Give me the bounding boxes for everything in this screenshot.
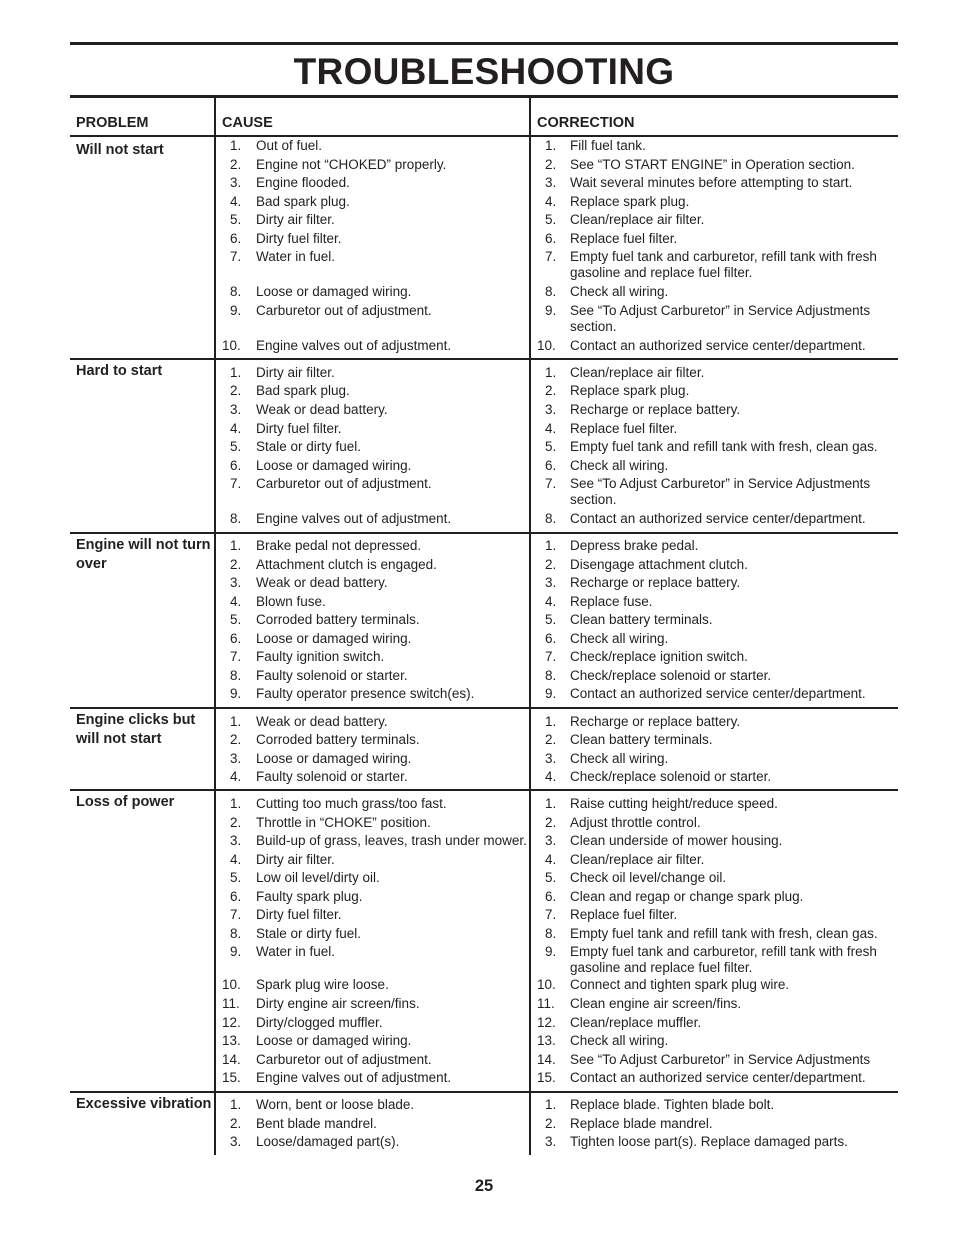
section-rule xyxy=(216,1091,529,1093)
correction-number: 1. xyxy=(545,365,557,380)
cause-text: Faulty solenoid or starter. xyxy=(256,668,408,683)
cause-text: Cutting too much grass/too fast. xyxy=(256,796,447,811)
correction-number: 6. xyxy=(545,231,557,246)
correction-text: Connect and tighten spark plug wire. xyxy=(570,977,790,992)
cause-text: Build-up of grass, leaves, trash under mower. xyxy=(256,833,527,848)
correction-number: 4. xyxy=(545,421,557,436)
cause-number: 5. xyxy=(230,612,242,627)
cause-number: 6. xyxy=(230,231,242,246)
section-rule xyxy=(531,707,898,709)
cause-number: 3. xyxy=(230,175,242,190)
cause-text: Stale or dirty fuel. xyxy=(256,926,362,941)
cause-text: Carburetor out of adjustment. xyxy=(256,476,432,491)
cause-number: 2. xyxy=(230,157,242,172)
cause-text: Dirty fuel filter. xyxy=(256,421,342,436)
correction-number: 8. xyxy=(545,668,557,683)
problem-header: PROBLEM xyxy=(76,115,149,131)
cause-text: Loose or damaged wiring. xyxy=(256,751,412,766)
cause-text: Worn, bent or loose blade. xyxy=(256,1097,415,1112)
cause-number: 12. xyxy=(222,1015,241,1030)
cause-number: 1. xyxy=(230,1097,242,1112)
correction-column-divider xyxy=(529,95,531,1155)
cause-text: Faulty spark plug. xyxy=(256,889,363,904)
cause-number: 1. xyxy=(230,714,242,729)
cause-text: Dirty air filter. xyxy=(256,852,335,867)
correction-number: 2. xyxy=(545,1116,557,1131)
correction-number: 4. xyxy=(545,769,557,784)
cause-text: Dirty engine air screen/fins. xyxy=(256,996,420,1011)
title-rule xyxy=(70,95,898,98)
correction-number: 3. xyxy=(545,402,557,417)
cause-text: Loose/damaged part(s). xyxy=(256,1134,400,1149)
correction-text: Check all wiring. xyxy=(570,631,669,646)
correction-number: 10. xyxy=(537,338,556,353)
section-rule xyxy=(70,789,214,791)
section-rule xyxy=(70,1091,214,1093)
cause-header: CAUSE xyxy=(222,115,273,131)
cause-number: 3. xyxy=(230,751,242,766)
correction-number: 5. xyxy=(545,439,557,454)
cause-number: 14. xyxy=(222,1052,241,1067)
correction-number: 1. xyxy=(545,138,557,153)
correction-text: Check all wiring. xyxy=(570,458,669,473)
correction-text: Replace blade. Tighten blade bolt. xyxy=(570,1097,775,1112)
correction-number: 3. xyxy=(545,175,557,190)
section-rule xyxy=(531,1091,898,1093)
cause-number: 2. xyxy=(230,1116,242,1131)
problem-label: Will not start xyxy=(76,142,164,158)
cause-text: Loose or damaged wiring. xyxy=(256,1033,412,1048)
problem-label: Hard to start xyxy=(76,363,163,379)
cause-text: Carburetor out of adjustment. xyxy=(256,1052,432,1067)
cause-number: 5. xyxy=(230,439,242,454)
correction-number: 1. xyxy=(545,1097,557,1112)
cause-number: 9. xyxy=(230,686,242,701)
cause-text: Weak or dead battery. xyxy=(256,402,388,417)
cause-number: 10. xyxy=(222,977,241,992)
cause-text: Bad spark plug. xyxy=(256,194,350,209)
cause-text: Out of fuel. xyxy=(256,138,323,153)
cause-text: Water in fuel. xyxy=(256,944,336,959)
correction-number: 8. xyxy=(545,284,557,299)
cause-text: Weak or dead battery. xyxy=(256,575,388,590)
cause-text: Engine valves out of adjustment. xyxy=(256,338,452,353)
correction-number: 13. xyxy=(537,1033,556,1048)
correction-number: 3. xyxy=(545,575,557,590)
cause-number: 8. xyxy=(230,284,242,299)
correction-text: Tighten loose part(s). Replace damaged parts. xyxy=(570,1134,848,1149)
cause-text: Dirty/clogged muffler. xyxy=(256,1015,383,1030)
header-rule xyxy=(216,135,529,137)
section-rule xyxy=(531,789,898,791)
cause-number: 1. xyxy=(230,365,242,380)
correction-text: See “To Adjust Carburetor” in Service Adjustments xyxy=(570,1052,871,1067)
correction-number: 12. xyxy=(537,1015,556,1030)
correction-text: Raise cutting height/reduce speed. xyxy=(570,796,778,811)
cause-text: Low oil level/dirty oil. xyxy=(256,870,380,885)
cause-number: 4. xyxy=(230,852,242,867)
cause-text: Spark plug wire loose. xyxy=(256,977,389,992)
cause-number: 1. xyxy=(230,796,242,811)
correction-text: Fill fuel tank. xyxy=(570,138,646,153)
cause-number: 10. xyxy=(222,338,241,353)
correction-number: 8. xyxy=(545,926,557,941)
correction-text: Contact an authorized service center/department. xyxy=(570,686,866,701)
correction-text: Recharge or replace battery. xyxy=(570,714,741,729)
problem-label: Engine will not turn over xyxy=(76,537,211,572)
correction-number: 9. xyxy=(545,944,557,959)
correction-text: Contact an authorized service center/department. xyxy=(570,1070,866,1085)
correction-text: Replace spark plug. xyxy=(570,383,690,398)
correction-text: Replace blade mandrel. xyxy=(570,1116,713,1131)
correction-number: 2. xyxy=(545,557,557,572)
cause-number: 6. xyxy=(230,631,242,646)
correction-number: 3. xyxy=(545,1134,557,1149)
correction-text: Check/replace solenoid or starter. xyxy=(570,769,772,784)
correction-text: Recharge or replace battery. xyxy=(570,402,741,417)
correction-number: 9. xyxy=(545,303,557,318)
section-rule xyxy=(216,707,529,709)
cause-text: Dirty fuel filter. xyxy=(256,907,342,922)
cause-text: Carburetor out of adjustment. xyxy=(256,303,432,318)
correction-text: Clean battery terminals. xyxy=(570,732,713,747)
correction-number: 10. xyxy=(537,977,556,992)
cause-text: Brake pedal not depressed. xyxy=(256,538,422,553)
cause-number: 15. xyxy=(222,1070,241,1085)
cause-number: 1. xyxy=(230,538,242,553)
cause-text: Dirty air filter. xyxy=(256,365,335,380)
cause-number: 3. xyxy=(230,575,242,590)
cause-number: 2. xyxy=(230,815,242,830)
cause-text: Bent blade mandrel. xyxy=(256,1116,377,1131)
correction-number: 15. xyxy=(537,1070,556,1085)
correction-number: 3. xyxy=(545,751,557,766)
section-rule xyxy=(70,707,214,709)
page-number: 25 xyxy=(474,1177,494,1195)
cause-number: 5. xyxy=(230,870,242,885)
correction-text: Depress brake pedal. xyxy=(570,538,699,553)
cause-text: Stale or dirty fuel. xyxy=(256,439,362,454)
cause-number: 2. xyxy=(230,383,242,398)
correction-number: 2. xyxy=(545,815,557,830)
cause-number: 4. xyxy=(230,594,242,609)
correction-number: 2. xyxy=(545,383,557,398)
correction-number: 9. xyxy=(545,686,557,701)
correction-number: 14. xyxy=(537,1052,556,1067)
correction-text: Check all wiring. xyxy=(570,1033,669,1048)
cause-text: Weak or dead battery. xyxy=(256,714,388,729)
correction-text: Clean/replace air filter. xyxy=(570,852,705,867)
cause-text: Loose or damaged wiring. xyxy=(256,284,412,299)
cause-text: Engine valves out of adjustment. xyxy=(256,1070,452,1085)
cause-text: Corroded battery terminals. xyxy=(256,612,420,627)
correction-number: 3. xyxy=(545,833,557,848)
correction-text: Empty fuel tank and refill tank with fresh, clean gas. xyxy=(570,439,878,454)
cause-number: 9. xyxy=(230,303,242,318)
header-rule xyxy=(531,135,898,137)
cause-text: Loose or damaged wiring. xyxy=(256,631,412,646)
cause-text: Throttle in “CHOKE” position. xyxy=(256,815,431,830)
cause-text: Faulty solenoid or starter. xyxy=(256,769,408,784)
cause-text: Water in fuel. xyxy=(256,249,336,264)
page-title: TROUBLESHOOTING xyxy=(293,51,675,92)
cause-text: Faulty operator presence switch(es). xyxy=(256,686,475,701)
cause-text: Dirty air filter. xyxy=(256,212,335,227)
correction-text: Contact an authorized service center/department. xyxy=(570,511,866,526)
cause-number: 6. xyxy=(230,889,242,904)
correction-text: Check all wiring. xyxy=(570,284,669,299)
correction-text: Replace fuel filter. xyxy=(570,421,678,436)
correction-text: See “To Adjust Carburetor” in Service Adjustments section. xyxy=(570,303,871,334)
correction-number: 7. xyxy=(545,249,557,264)
correction-number: 2. xyxy=(545,157,557,172)
cause-number: 8. xyxy=(230,511,242,526)
cause-number: 7. xyxy=(230,907,242,922)
correction-text: Adjust throttle control. xyxy=(570,815,701,830)
correction-text: Contact an authorized service center/department. xyxy=(570,338,866,353)
cause-text: Corroded battery terminals. xyxy=(256,732,420,747)
section-rule xyxy=(531,532,898,534)
cause-number: 3. xyxy=(230,833,242,848)
correction-number: 1. xyxy=(545,714,557,729)
correction-text: Check/replace solenoid or starter. xyxy=(570,668,772,683)
correction-number: 7. xyxy=(545,907,557,922)
problem-label: Engine clicks but will not start xyxy=(76,712,196,747)
correction-text: Wait several minutes before attempting to start. xyxy=(570,175,853,190)
correction-text: Clean underside of mower housing. xyxy=(570,833,783,848)
correction-text: Replace fuse. xyxy=(570,594,653,609)
cause-text: Faulty ignition switch. xyxy=(256,649,385,664)
correction-number: 4. xyxy=(545,852,557,867)
cause-number: 3. xyxy=(230,1134,242,1149)
cause-number: 7. xyxy=(230,249,242,264)
cause-number: 7. xyxy=(230,649,242,664)
cause-text: Blown fuse. xyxy=(256,594,326,609)
top-rule xyxy=(70,42,898,45)
section-rule xyxy=(216,789,529,791)
section-rule xyxy=(216,358,529,360)
correction-text: Clean/replace air filter. xyxy=(570,365,705,380)
correction-header: CORRECTION xyxy=(537,115,635,131)
cause-number: 8. xyxy=(230,668,242,683)
correction-text: Check oil level/change oil. xyxy=(570,870,727,885)
cause-text: Loose or damaged wiring. xyxy=(256,458,412,473)
correction-number: 4. xyxy=(545,594,557,609)
cause-number: 6. xyxy=(230,458,242,473)
cause-number: 9. xyxy=(230,944,242,959)
correction-number: 6. xyxy=(545,458,557,473)
correction-text: Clean engine air screen/fins. xyxy=(570,996,742,1011)
cause-number: 4. xyxy=(230,769,242,784)
correction-text: Disengage attachment clutch. xyxy=(570,557,748,572)
correction-text: Clean battery terminals. xyxy=(570,612,713,627)
correction-number: 1. xyxy=(545,538,557,553)
cause-number: 1. xyxy=(230,138,242,153)
section-rule xyxy=(216,532,529,534)
cause-number: 4. xyxy=(230,421,242,436)
correction-text: Replace fuel filter. xyxy=(570,231,678,246)
correction-text: Empty fuel tank and carburetor, refill tank with fresh gasoline and replace fuel filter. xyxy=(570,944,877,975)
correction-number: 2. xyxy=(545,732,557,747)
correction-number: 8. xyxy=(545,511,557,526)
cause-column-divider xyxy=(214,95,216,1155)
correction-number: 7. xyxy=(545,649,557,664)
correction-number: 11. xyxy=(537,996,555,1011)
section-rule xyxy=(70,358,214,360)
cause-text: Engine not “CHOKED” properly. xyxy=(256,157,447,172)
correction-text: Replace spark plug. xyxy=(570,194,690,209)
correction-text: Check/replace ignition switch. xyxy=(570,649,748,664)
correction-number: 5. xyxy=(545,612,557,627)
correction-text: Clean and regap or change spark plug. xyxy=(570,889,804,904)
correction-text: Clean/replace muffler. xyxy=(570,1015,702,1030)
correction-text: See “To Adjust Carburetor” in Service Adjustments section. xyxy=(570,476,871,507)
cause-number: 2. xyxy=(230,557,242,572)
cause-number: 13. xyxy=(222,1033,241,1048)
section-rule xyxy=(70,532,214,534)
correction-text: Empty fuel tank and refill tank with fresh, clean gas. xyxy=(570,926,878,941)
cause-number: 4. xyxy=(230,194,242,209)
cause-number: 8. xyxy=(230,926,242,941)
correction-number: 1. xyxy=(545,796,557,811)
correction-number: 5. xyxy=(545,212,557,227)
correction-text: Replace fuel filter. xyxy=(570,907,678,922)
section-rule xyxy=(531,358,898,360)
cause-text: Engine flooded. xyxy=(256,175,350,190)
cause-number: 5. xyxy=(230,212,242,227)
cause-text: Bad spark plug. xyxy=(256,383,350,398)
cause-number: 7. xyxy=(230,476,242,491)
correction-number: 4. xyxy=(545,194,557,209)
header-rule xyxy=(70,135,214,137)
correction-number: 6. xyxy=(545,631,557,646)
cause-text: Engine valves out of adjustment. xyxy=(256,511,452,526)
correction-text: Clean/replace air filter. xyxy=(570,212,705,227)
correction-number: 5. xyxy=(545,870,557,885)
correction-text: See “TO START ENGINE” in Operation section. xyxy=(570,157,855,172)
cause-text: Attachment clutch is engaged. xyxy=(256,557,437,572)
cause-number: 2. xyxy=(230,732,242,747)
correction-text: Check all wiring. xyxy=(570,751,669,766)
correction-number: 6. xyxy=(545,889,557,904)
correction-text: Recharge or replace battery. xyxy=(570,575,741,590)
problem-label: Excessive vibration xyxy=(76,1096,212,1112)
problem-label: Loss of power xyxy=(76,794,175,810)
cause-number: 11. xyxy=(222,996,240,1011)
cause-number: 3. xyxy=(230,402,242,417)
correction-text: Empty fuel tank and carburetor, refill tank with fresh gasoline and replace fuel filter. xyxy=(570,249,877,280)
cause-text: Dirty fuel filter. xyxy=(256,231,342,246)
correction-number: 7. xyxy=(545,476,557,491)
